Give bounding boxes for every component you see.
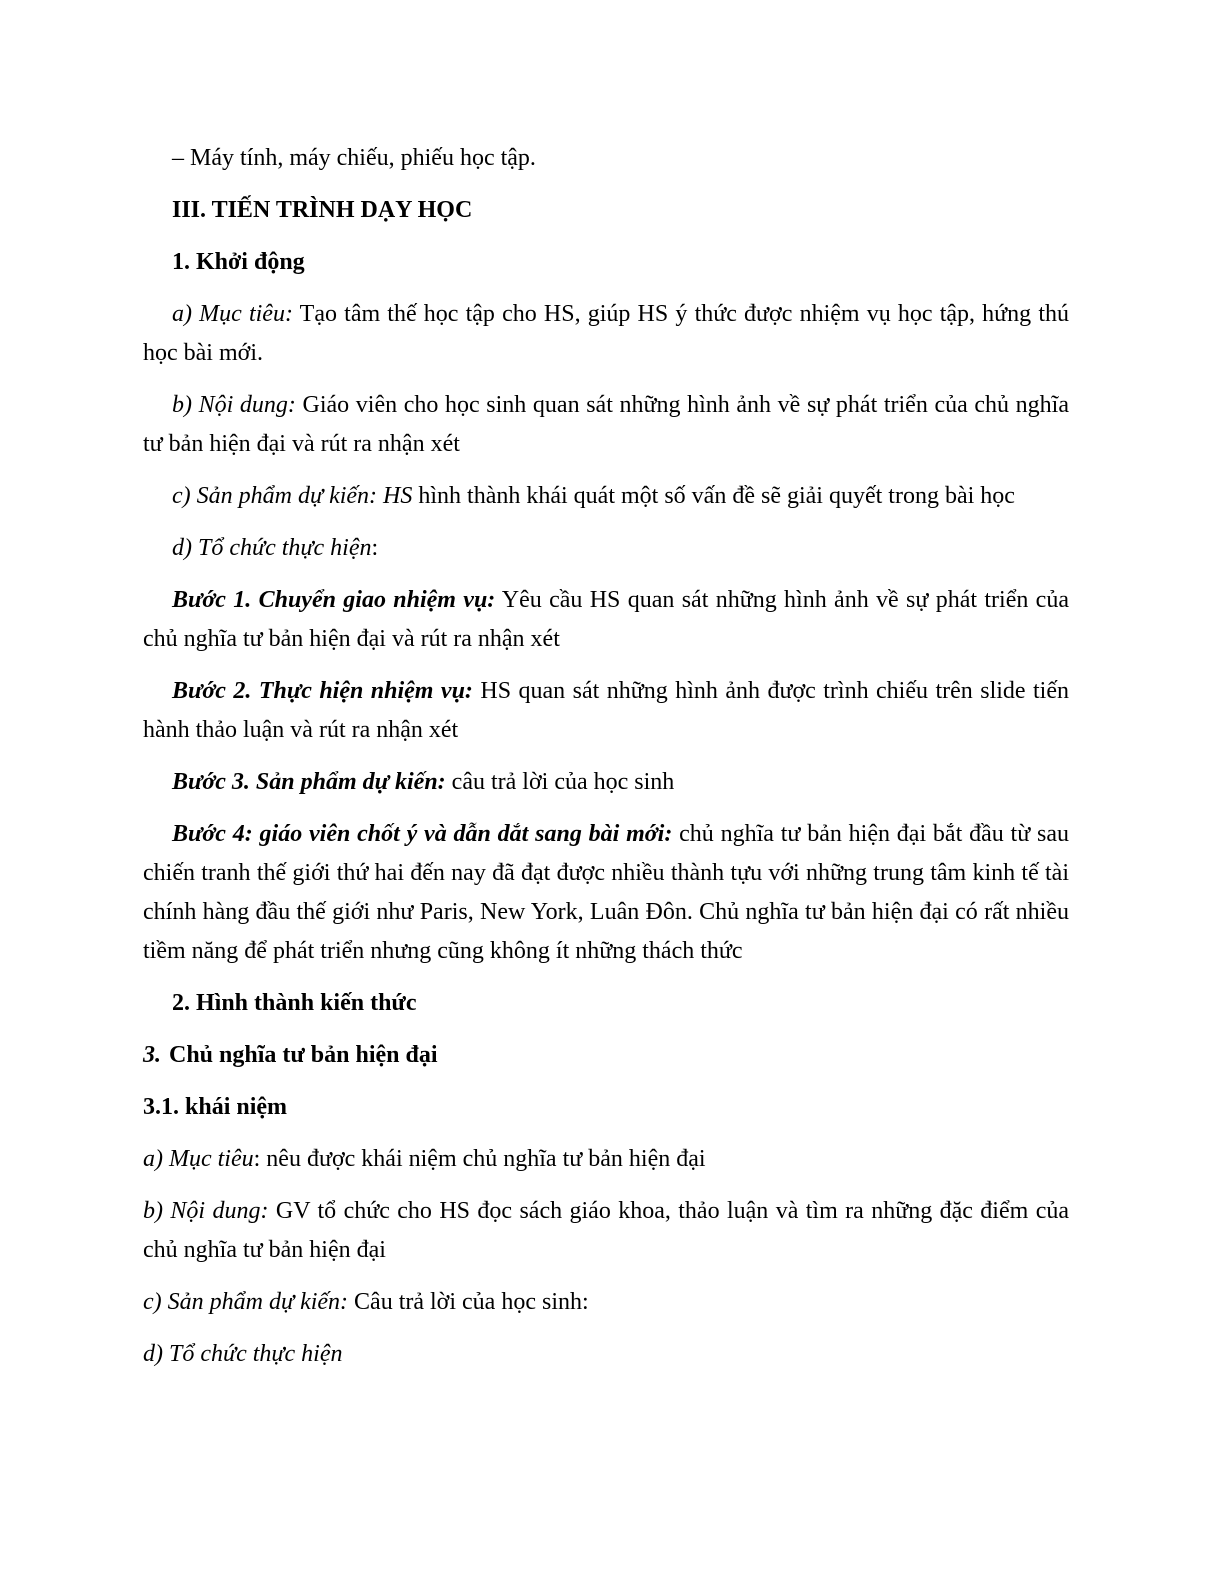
objective-label-2: a) Mục tiêu bbox=[143, 1146, 254, 1172]
content-text-1: Giáo viên cho học sinh quan sát những hình ảnh về sự phát triển của chủ nghĩa tư bản hiện đại và rút ra nhận xét bbox=[143, 392, 1069, 457]
product-text-1: hình thành khái quát một số vấn đề sẽ giải quyết trong bài học bbox=[412, 483, 1015, 509]
step-2-text: HS quan sát những hình ảnh được trình chiếu trên slide tiến hành thảo luận và rút ra nhận xét bbox=[143, 678, 1069, 743]
step-4-paragraph bbox=[143, 815, 1069, 971]
objective-label-1: a) Mục tiêu: bbox=[172, 301, 293, 327]
objective-paragraph-1 bbox=[143, 295, 1069, 373]
subsection-heading-3-1 bbox=[143, 1088, 1069, 1127]
product-text-2: Câu trả lời của học sinh: bbox=[348, 1289, 589, 1315]
step-4-text: chủ nghĩa tư bản hiện đại bắt đầu từ sau chiến tranh thế giới thứ hai đến nay đã đạt được nhiều thành tựu với những trung tâm kinh tế tài chính hàng đầu thế giới như Paris, New York, Luân Đôn. Chủ nghĩa tư bản hiện đại có rất nhiều tiềm năng để phát triển nhưng cũng không ít những thách thức bbox=[143, 821, 1069, 964]
step-1-paragraph bbox=[143, 581, 1069, 659]
subsection-heading-2-text: 2. Hình thành kiến thức bbox=[172, 990, 417, 1016]
equipment-line bbox=[143, 139, 1069, 178]
organization-text-1: : bbox=[371, 535, 379, 561]
subsection-heading-1 bbox=[143, 243, 1069, 282]
content-label-2: b) Nội dung: bbox=[143, 1198, 269, 1224]
step-3-label: Bước 3. Sản phẩm dự kiến: bbox=[172, 769, 446, 795]
step-2-label: Bước 2. Thực hiện nhiệm vụ: bbox=[172, 678, 473, 704]
objective-text-2: : nêu được khái niệm chủ nghĩa tư bản hiện đại bbox=[253, 1146, 706, 1172]
product-paragraph-1 bbox=[143, 477, 1069, 516]
organization-paragraph-2 bbox=[143, 1335, 1069, 1374]
organization-label-1: d) Tổ chức thực hiện bbox=[172, 535, 372, 561]
product-label-2: c) Sản phẩm dự kiến: bbox=[143, 1289, 349, 1315]
equipment-text: – Máy tính, máy chiếu, phiếu học tập. bbox=[172, 145, 536, 171]
content-paragraph-2 bbox=[143, 1192, 1069, 1270]
section-heading-iii bbox=[143, 191, 1069, 230]
subsection-heading-3-1-text: 3.1. khái niệm bbox=[143, 1094, 288, 1120]
content-label-1: b) Nội dung: bbox=[172, 392, 296, 418]
product-label-1: c) Sản phẩm dự kiến: HS bbox=[172, 483, 413, 509]
step-1-text: Yêu cầu HS quan sát những hình ảnh về sự phát triển của chủ nghĩa tư bản hiện đại và rút ra nhận xét bbox=[143, 587, 1069, 652]
content-text-2: GV tổ chức cho HS đọc sách giáo khoa, thảo luận và tìm ra những đặc điểm của chủ nghĩa tư bản hiện đại bbox=[143, 1198, 1069, 1263]
product-paragraph-2 bbox=[143, 1283, 1069, 1322]
subsection-heading-3-number: 3. bbox=[143, 1042, 161, 1068]
objective-paragraph-2 bbox=[143, 1140, 1069, 1179]
organization-label-2: d) Tổ chức thực hiện bbox=[143, 1341, 343, 1367]
subsection-heading-2 bbox=[143, 984, 1069, 1023]
step-3-text: câu trả lời của học sinh bbox=[445, 769, 675, 795]
content-paragraph-1 bbox=[143, 386, 1069, 464]
subsection-heading-1-text: 1. Khởi động bbox=[172, 249, 305, 275]
step-4-label: Bước 4: giáo viên chốt ý và dẫn dắt sang bài mới: bbox=[172, 821, 673, 847]
section-heading-iii-text: III. TIẾN TRÌNH DẠY HỌC bbox=[172, 197, 473, 223]
document-page bbox=[143, 139, 1069, 1387]
subsection-heading-3 bbox=[143, 1036, 1069, 1075]
step-3-paragraph bbox=[143, 763, 1069, 802]
subsection-heading-3-text: Chủ nghĩa tư bản hiện đại bbox=[169, 1042, 438, 1068]
objective-text-1: Tạo tâm thế học tập cho HS, giúp HS ý thức được nhiệm vụ học tập, hứng thú học bài mới. bbox=[143, 301, 1070, 366]
step-1-label: Bước 1. Chuyển giao nhiệm vụ: bbox=[172, 587, 496, 613]
organization-paragraph-1 bbox=[143, 529, 1069, 568]
step-2-paragraph bbox=[143, 672, 1069, 750]
